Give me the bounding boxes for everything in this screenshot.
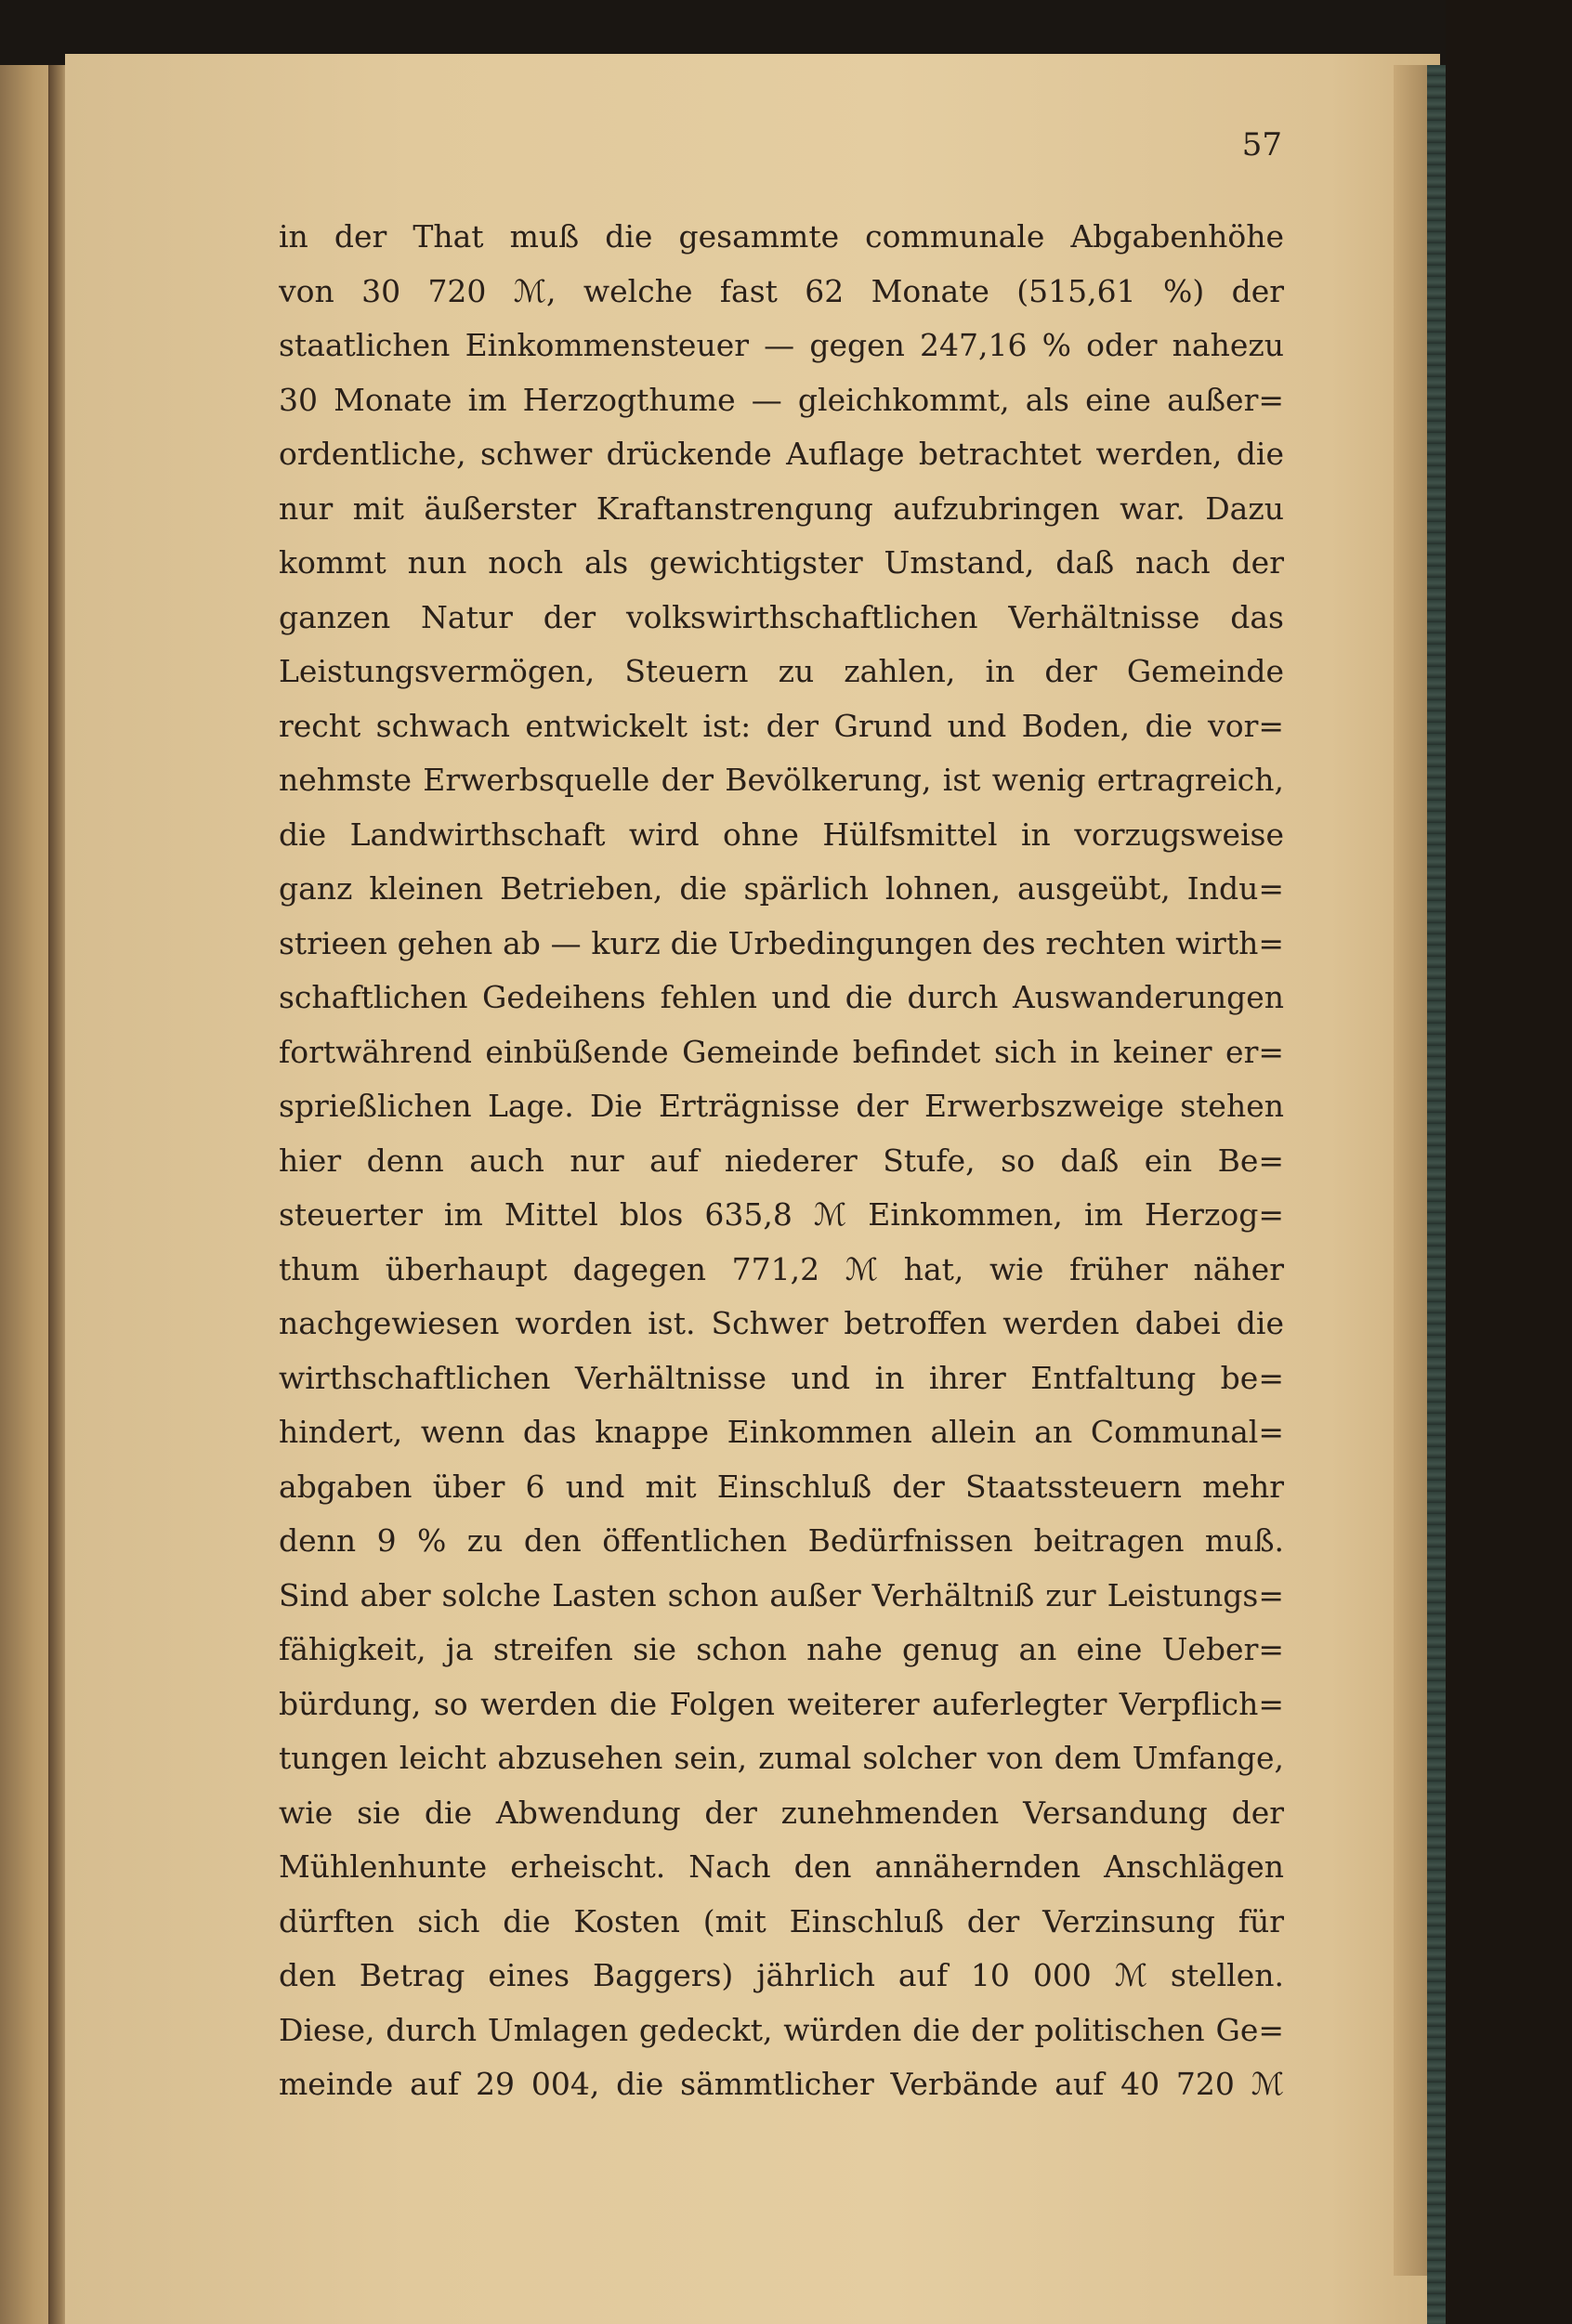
text-line: ordentliche, schwer drückende Auflage betrachtet werden, die bbox=[279, 436, 1284, 472]
text-line: strieen gehen ab — kurz die Urbedingungen des rechten wirth= bbox=[279, 924, 1284, 961]
text-line: hier denn auch nur auf niederer Stufe, so daß ein Be= bbox=[279, 1142, 1284, 1179]
text-line: schaftlichen Gedeihens fehlen und die durch Auswanderungen bbox=[279, 979, 1284, 1015]
text-line: kommt nun noch als gewichtigster Umstand, daß nach der bbox=[279, 544, 1284, 581]
text-line: Sind aber solche Lasten schon außer Verhältniß zur Leistungs= bbox=[279, 1576, 1284, 1613]
text-line: Mühlenhunte erheischt. Nach den annähernden Anschlägen bbox=[279, 1848, 1284, 1885]
text-line: bürdung, so werden die Folgen weiterer auferlegter Verpflich= bbox=[279, 1685, 1284, 1722]
text-line: staatlichen Einkommensteuer — gegen 247,16 % oder nahezu bbox=[279, 327, 1284, 363]
text-line: 30 Monate im Herzogthume — gleichkommt, als eine außer= bbox=[279, 381, 1284, 418]
text-line: hindert, wenn das knappe Einkommen allein an Communal= bbox=[279, 1414, 1284, 1450]
text-line: in der That muß die gesammte communale Abgabenhöhe bbox=[279, 218, 1284, 255]
text-line: nehmste Erwerbsquelle der Bevölkerung, ist wenig ertragreich, bbox=[279, 762, 1284, 798]
text-line: wie sie die Abwendung der zunehmenden Versandung der bbox=[279, 1794, 1284, 1831]
text-line: nachgewiesen worden ist. Schwer betroffen werden dabei die bbox=[279, 1305, 1284, 1341]
page-number: 57 bbox=[1241, 126, 1282, 163]
text-line: thum überhaupt dagegen 771,2 ℳ hat, wie früher näher bbox=[279, 1250, 1284, 1287]
text-line: Diese, durch Umlagen gedeckt, würden die der politischen Ge= bbox=[279, 2011, 1284, 2048]
text-line: tungen leicht abzusehen sein, zumal solcher von dem Umfange, bbox=[279, 1740, 1284, 1776]
scan-background bbox=[1446, 0, 1572, 2324]
text-line: von 30 720 ℳ, welche fast 62 Monate (515,61 %) der bbox=[279, 272, 1284, 309]
text-line: sprießlichen Lage. Die Erträgnisse der Erwerbszweige stehen bbox=[279, 1088, 1284, 1124]
text-line: steuerter im Mittel blos 635,8 ℳ Einkommen, im Herzog= bbox=[279, 1196, 1284, 1233]
text-line: denn 9 % zu den öffentlichen Bedürfnissen beitragen muß. bbox=[279, 1522, 1284, 1559]
text-line: ganzen Natur der volkswirthschaftlichen Verhältnisse das bbox=[279, 598, 1284, 635]
body-text bbox=[279, 210, 1284, 2112]
text-line: meinde auf 29 004, die sämmtlicher Verbände auf 40 720 ℳ bbox=[279, 2066, 1284, 2102]
book-cover-edge bbox=[1427, 65, 1446, 2324]
facing-page-edge bbox=[0, 65, 56, 2324]
text-line: Leistungsvermögen, Steuern zu zahlen, in der Gemeinde bbox=[279, 653, 1284, 689]
text-line: wirthschaftlichen Verhältnisse und in ihrer Entfaltung be= bbox=[279, 1359, 1284, 1396]
text-line: den Betrag eines Baggers) jährlich auf 10 000 ℳ stellen. bbox=[279, 1957, 1284, 1993]
page-edge-shadow bbox=[1394, 65, 1427, 2276]
text-line: ganz kleinen Betrieben, die spärlich lohnen, ausgeübt, Indu= bbox=[279, 870, 1284, 907]
text-line: fortwährend einbüßende Gemeinde befindet sich in keiner er= bbox=[279, 1033, 1284, 1070]
text-line: fähigkeit, ja streifen sie schon nahe genug an eine Ueber= bbox=[279, 1631, 1284, 1667]
text-line: dürften sich die Kosten (mit Einschluß der Verzinsung für bbox=[279, 1902, 1284, 1939]
text-line: nur mit äußerster Kraftanstrengung aufzubringen war. Dazu bbox=[279, 490, 1284, 527]
text-line: die Landwirthschaft wird ohne Hülfsmittel in vorzugsweise bbox=[279, 816, 1284, 853]
text-line: recht schwach entwickelt ist: der Grund und Boden, die vor= bbox=[279, 707, 1284, 744]
text-line: abgaben über 6 und mit Einschluß der Staatssteuern mehr bbox=[279, 1468, 1284, 1505]
